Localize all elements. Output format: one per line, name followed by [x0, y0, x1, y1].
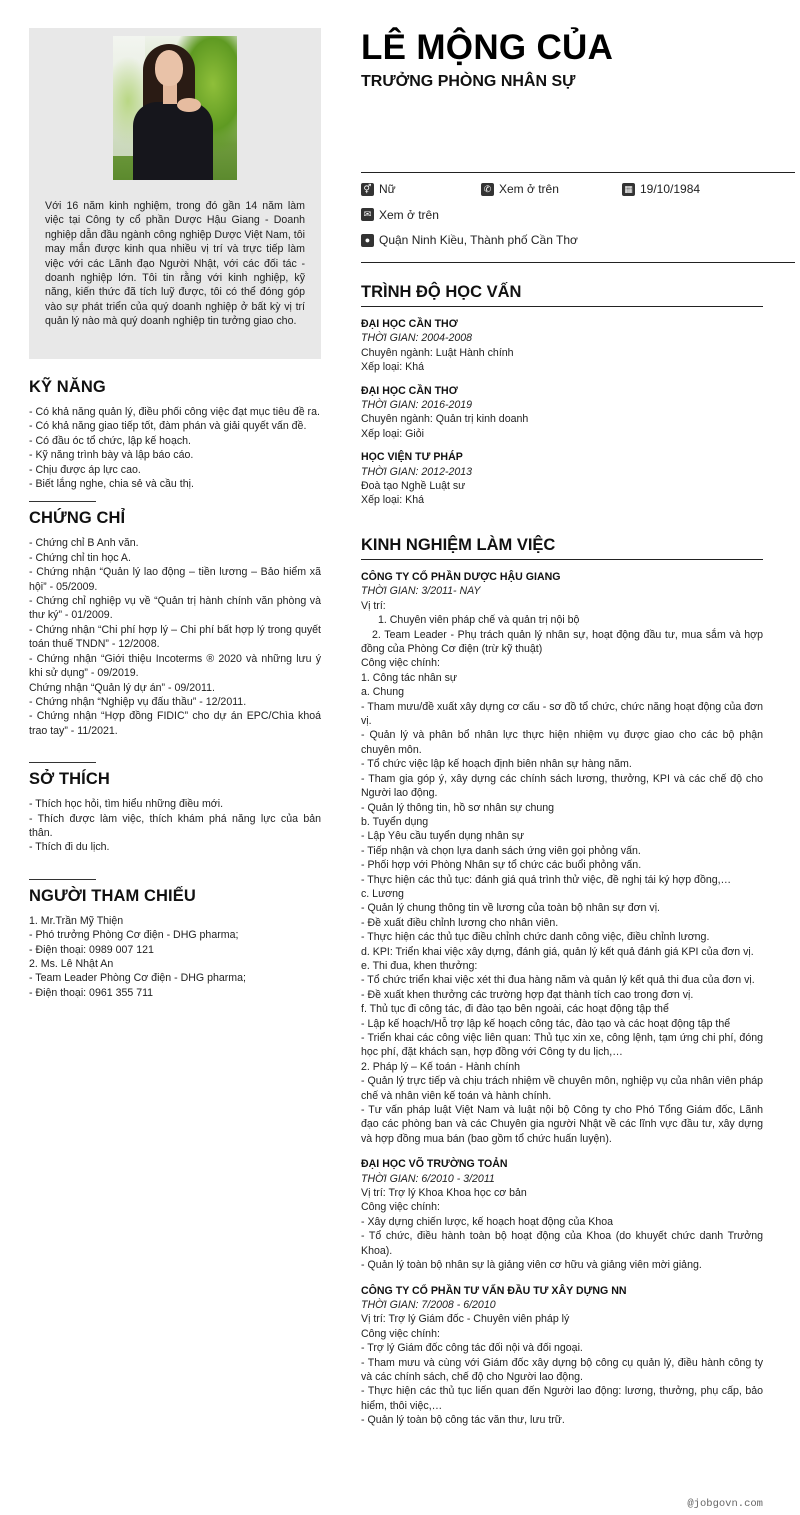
list-item: 2. Ms. Lê Nhật An — [29, 957, 114, 970]
list-item: - Có đầu óc tổ chức, lập kế hoạch. — [29, 434, 191, 447]
references-title: NGƯỜI THAM CHIẾU — [29, 886, 196, 905]
education-entry: ĐẠI HỌC CẦN THƠ THỜI GIAN: 2016-2019 Chuyên ngành: Quản trị kinh doanh Xếp loại: Giỏi — [361, 384, 529, 440]
references-section — [29, 879, 321, 1000]
list-item: - Điện thoại: 0989 007 121 — [29, 943, 154, 956]
hobbies-section — [29, 762, 321, 855]
list-item: - Điện thoại: 0961 355 711 — [29, 986, 154, 999]
list-item: - Biết lắng nghe, chia sẻ và cầu thị. — [29, 478, 194, 491]
list-item: - Chứng nhận “Quản lý lao động – tiền lương – Bảo hiểm xã hội” - 05/2009. — [29, 566, 321, 593]
experience-entry: CÔNG TY CỔ PHẦN TƯ VẤN ĐẦU TƯ XÂY DỰNG NN THỜI GIAN: 7/2008 - 6/2010 Vị trí: Trợ lý Giám đốc - Chuyên viên pháp lý Công việc chính: - Trợ lý Giám đốc công tác đối nội và đối ngoại. - Tham mưu và cùng với Giám đốc xây dựng bộ công cụ quản lý, điều hành công ty và các chính sách, chế độ cho Người lao động. - Thực hiện các thủ tục liến quan đến Người lao động: lương, thưởng, phụ cấp, bảo hiểm, thôi việc,… - Quản lý toàn bộ công tác văn thư, lưu trữ. — [361, 1284, 763, 1427]
contact-info — [361, 181, 795, 258]
hobbies-title: SỞ THÍCH — [29, 770, 110, 789]
intro-text: Với 16 năm kinh nghiệm, trong đó gần 14 năm làm việc tại Công ty cổ phần Dược Hậu Giang - Doanh nghiệp dẫn đầu ngành công nghiệp Dược Việt Nam, tôi may mắn được kinh qua nhiều vị trí và trực tiếp làm việc với các Lãnh đạo Người Nhật, với các đối tác - doanh nghiệp lớn. Tôi tin rằng với kinh nghiệp, kỹ năng, kiến thức đã tích luỹ được, tôi có thể đóng góp vào sự phát triển của quý doanh nghiệp ở bất kỳ vị trí quản lý nào mà quý doanh nghiệp tin tưởng giao cho. — [45, 200, 305, 328]
calendar-icon: ▦ — [622, 183, 635, 196]
list-item: - Chứng nhận “Giới thiệu Incoterms ® 2020 và những lưu ý khi sử dụng” - 09/2019. — [29, 652, 321, 680]
list-item: - Có khả năng giao tiếp tốt, đàm phán và giải quyết vấn đề. — [29, 420, 307, 433]
skills-section — [29, 377, 321, 491]
certificates-section — [29, 501, 321, 738]
list-item: - Chứng chỉ tin học A. — [29, 551, 131, 564]
education-section — [361, 282, 763, 517]
education-entry: ĐẠI HỌC CẦN THƠ THỜI GIAN: 2004-2008 Chuyên ngành: Luật Hành chính Xếp loại: Khá — [361, 318, 514, 374]
contact-birthday: ▦ 19/10/1984 — [622, 181, 700, 197]
profile-box — [29, 28, 321, 359]
list-item: - Phó trưởng Phòng Cơ điện - DHG pharma; — [29, 929, 239, 942]
header — [361, 28, 763, 92]
experience-entry: CÔNG TY CỔ PHẦN DƯỢC HẬU GIANG THỜI GIAN: 3/2011- NAY Vị trí: 1. Chuyên viên pháp chế và quản trị nội bộ 2. Team Leader - Phụ trách quản lý nhân sự, hoạt động đầu tư, mua sắm và hợp đồng của Phòng Cơ điện (trừ kỹ thuật) Công việc chính: 1. Công tác nhân sự a. Chung - Tham mưu/đề xuất xây dựng cơ cấu - sơ đồ tổ chức, chức năng hoạt động của đơn vị. - Quản lý và phân bổ nhân lực thực hiện nhiệm vụ được giao cho các bộ phận chuyên môn. - Tổ chức việc lập kế hoạch định biên nhân sự hàng năm. - Tham gia góp ý, xây dựng các chính sách lương, thưởng, KPI và các chế độ cho Người lao động. - Quản lý thông tin, hồ sơ nhân sự chung b. Tuyển dụng - Lập Yêu cầu tuyển dụng nhân sự - Tiếp nhận và chọn lựa danh sách ứng viên gọi phỏng vấn. - Phối hợp với Phòng Nhân sự tổ chức các buổi phỏng vấn. - Thực hiện các thủ tục: đánh giá quá trình thử việc, đề nghị tái ký hợp đồng,… c. Lương - Quản lý chung thông tin về lương của toàn bộ nhân sự đơn vị. - Đề xuất điều chỉnh lương cho nhân viên. - Thực hiện các thủ tục điều chỉnh chức danh công việc, điều chỉnh lương. d. KPI: Triển khai việc xây dựng, đánh giá, quản lý kết quả đánh giá KPI của đơn vị. e. Thi đua, khen thưởng: - Tổ chức triển khai việc xét thi đua hàng năm và quản lý kết quả thi đua của đơn vị. - Đề xuất khen thưởng các trường hợp đạt thành tích cao trong đơn vị. f. Thủ tục đi công tác, đi đào tạo bên ngoài, các hoạt động tập thể - Lập kế hoạch/Hỗ trợ lập kế hoạch công tác, đào tạo và các hoạt động tập thể - Triển khai các công việc liên quan: Thủ tục xin xe, công lệnh, tạm ứng chi phí, đóng học phí, đặt khách sạn, hợp đồng với Công ty du lịch,… 2. Pháp lý – Kế toán - Hành chính - Quản lý trực tiếp và chịu trách nhiệm về chuyên môn, nghiệp vụ của nhân viên pháp chế và nhân viên kế toán và hành chính. - Tư vấn pháp luật Việt Nam và luật nội bộ Công ty cho Phó Tổng Giám đốc, Lãnh đạo các phòng ban và các Chuyên gia người Nhật về các lĩnh vực đầu tư, xây dựng và hợp đồng mua bán (bao gồm tổ chức huấn luyện). — [361, 571, 763, 1145]
list-item: - Kỹ năng trình bày và lập báo cáo. — [29, 449, 194, 462]
experience-section — [361, 535, 763, 1437]
contact-address: ● Quận Ninh Kiều, Thành phố Cần Thơ — [361, 232, 578, 248]
job-title: TRƯỞNG PHÒNG NHÂN SỰ — [361, 73, 576, 90]
contact-divider-top — [361, 172, 795, 173]
list-item: - Team Leader Phòng Cơ điện - DHG pharma; — [29, 972, 246, 985]
list-item: - Chứng nhận “Nghiệp vụ đấu thầu” - 12/2011. — [29, 695, 247, 708]
candidate-name: LÊ MỘNG CỦA — [361, 28, 614, 67]
contact-gender: ⚥ Nữ — [361, 181, 481, 197]
list-item: Chứng nhận “Quản lý dự án” - 09/2011. — [29, 681, 215, 694]
experience-title: KINH NGHIỆM LÀM VIỆC — [361, 535, 763, 560]
skills-title: KỸ NĂNG — [29, 378, 106, 396]
list-item: - Chứng chỉ nghiệp vụ về “Quản trị hành chính văn phòng và thư ký” - 01/2009. — [29, 595, 321, 622]
mail-icon: ✉ — [361, 208, 374, 221]
left-column — [29, 28, 321, 1000]
list-item: - Chứng nhận “Chi phí hợp lý – Chi phí bất hợp lý trong quyết toán thuế TNDN” - 12/2008. — [29, 623, 321, 651]
education-entry: HỌC VIỆN TƯ PHÁP THỜI GIAN: 2012-2013 Đoà tạo Nghề Luật sư Xếp loại: Khá — [361, 451, 473, 507]
watermark: @jobgovn.com — [687, 1498, 763, 1510]
list-item: - Chứng nhận “Hợp đồng FIDIC” cho dự án EPC/Chìa khoá trao tay” - 11/2021. — [29, 710, 321, 737]
phone-icon: ✆ — [481, 183, 494, 196]
certificates-title: CHỨNG CHỈ — [29, 509, 126, 528]
list-item: - Có khả năng quản lý, điều phối công việc đạt mục tiêu đề ra. — [29, 406, 320, 418]
list-item: - Thích đi du lịch. — [29, 841, 110, 854]
contact-divider-bottom — [361, 262, 795, 263]
location-pin-icon: ● — [361, 234, 374, 247]
section-divider — [29, 879, 96, 880]
education-title: TRÌNH ĐỘ HỌC VẤN — [361, 282, 763, 307]
gender-icon: ⚥ — [361, 183, 374, 196]
experience-entry: ĐẠI HỌC VÕ TRƯỜNG TOẢN THỜI GIAN: 6/2010 - 3/2011 Vị trí: Trợ lý Khoa Khoa học cơ bản Công việc chính: - Xây dựng chiến lược, kế hoạch hoạt động của Khoa - Tổ chức, điều hành toàn bộ hoạt động của Khoa (do khuyết chức danh Trưởng Khoa). - Quản lý toàn bộ nhân sự là giảng viên cơ hữu và giảng viên mời giảng. — [361, 1158, 763, 1272]
list-item: - Thích học hỏi, tìm hiểu những điều mới. — [29, 798, 224, 811]
section-divider — [29, 501, 96, 502]
list-item: - Chứng chỉ B Anh văn. — [29, 537, 139, 550]
section-divider — [29, 762, 96, 763]
contact-email: ✉ Xem ở trên — [361, 207, 439, 223]
list-item: 1. Mr.Trần Mỹ Thiện — [29, 914, 124, 927]
contact-phone: ✆ Xem ở trên — [481, 181, 622, 197]
list-item: - Chịu được áp lực cao. — [29, 463, 141, 476]
list-item: - Thích được làm việc, thích khám phá năng lực của bản thân. — [29, 812, 321, 839]
profile-photo — [113, 36, 237, 180]
